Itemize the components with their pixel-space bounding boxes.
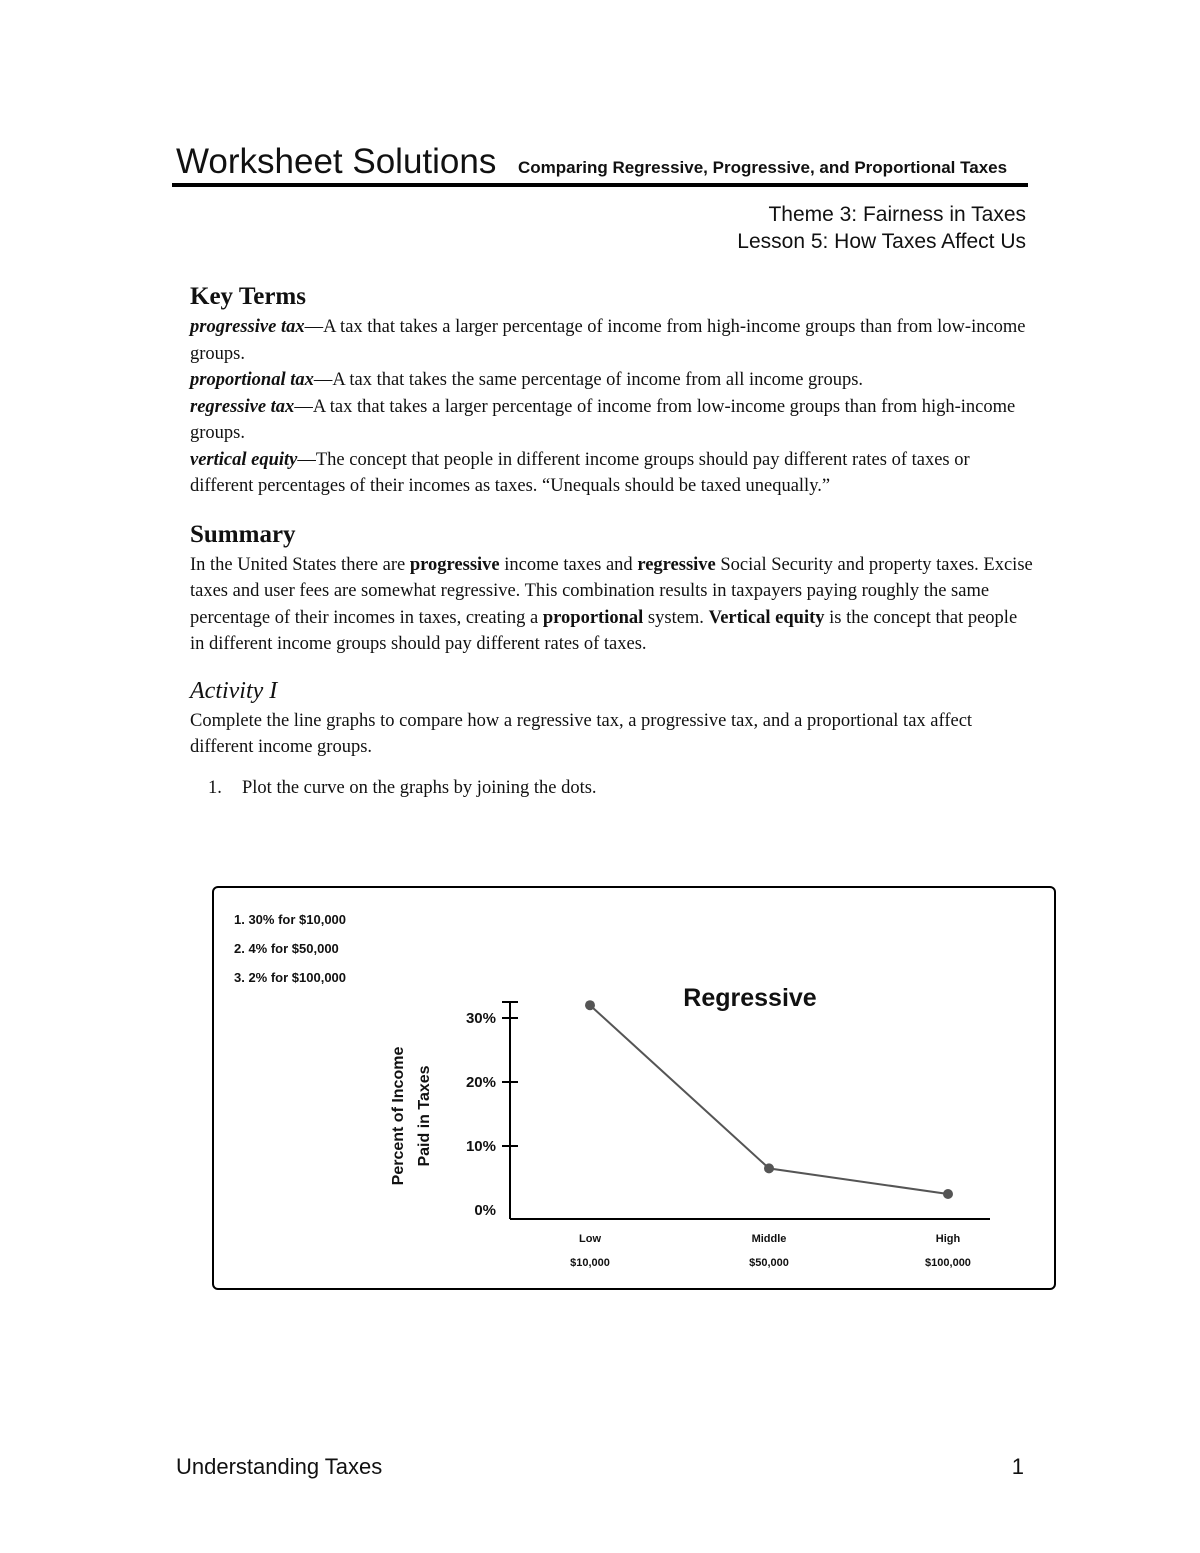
theme-block [737,201,1026,255]
summary-paragraph [190,552,1035,658]
summary-text: system. [643,607,709,628]
y-tick-label: 0% [474,1202,496,1219]
term-progressive [190,314,1035,367]
worksheet-subtitle: Comparing Regressive, Progressive, and Proportional Taxes [518,158,1008,177]
summary-emphasis: regressive [637,554,716,575]
activity-step [190,775,1035,802]
key-terms-heading: Key Terms [190,283,306,310]
y-axis-label: Percent of Income [390,1046,407,1186]
x-category-label: Middle [751,1233,787,1245]
summary-emphasis: Vertical equity [708,607,825,628]
regressive-chart [212,886,1056,1290]
term-word: vertical equity [190,449,298,470]
term-regressive [190,394,1035,447]
chart-note: 3. 2% for $100,000 [234,970,347,985]
x-category-amount: $50,000 [749,1257,789,1269]
step-number: 1. [208,777,222,798]
activity-intro: Complete the line graphs to compare how a regressive tax, a progressive tax, and a proportional tax affect different income groups. [190,710,973,757]
summary-heading: Summary [190,520,296,548]
summary-emphasis: progressive [409,554,500,575]
term-word: proportional tax [190,370,314,390]
step-text: Plot the curve on the graphs by joining the dots. [242,777,597,798]
y-tick-label: 30% [465,1010,496,1027]
worksheet-body [190,280,1035,801]
term-definition: —A tax that takes a larger percentage of income from low-income groups than from high-income groups. [190,396,1016,443]
x-category-label: Low [579,1233,601,1245]
summary-emphasis: proportional [542,607,644,628]
header-rule [172,183,1028,187]
worksheet-title: Worksheet Solutions [176,142,497,181]
term-definition: —A tax that takes a larger percentage of income from high-income groups than from low-income groups. [190,317,1026,364]
footer-book-title: Understanding Taxes [176,1454,383,1479]
chart-note: 2. 4% for $50,000 [234,941,339,956]
term-definition: —The concept that people in different income groups should pay different rates of taxes or different percentages of their incomes as taxes. “Unequals should be taxed unequally.” [190,449,970,496]
activity-heading: Activity I [190,677,278,704]
theme-label: Theme 3: Fairness in Taxes [768,203,1026,226]
data-point [764,1163,774,1173]
term-word: regressive tax [190,396,295,417]
summary-text: is the concept that people in different income groups should pay different rates of taxes. [190,607,1018,654]
term-proportional [190,367,1035,394]
data-point [585,1000,595,1010]
term-word: progressive tax [190,317,305,337]
page-number: 1 [1011,1454,1024,1479]
x-category-amount: $100,000 [925,1257,971,1269]
summary-text: In the United States there are [190,554,410,575]
y-tick-label: 20% [465,1074,496,1091]
data-point [943,1189,953,1199]
chart-title: Regressive [683,984,817,1012]
term-definition: —A tax that takes the same percentage of income from all income groups. [313,370,864,390]
lesson-label: Lesson 5: How Taxes Affect Us [737,230,1026,253]
y-axis-label: Paid in Taxes [416,1065,433,1167]
term-vertical-equity [190,447,1035,500]
summary-text: income taxes and [499,554,638,575]
y-tick-label: 10% [465,1138,496,1155]
x-category-amount: $10,000 [570,1257,610,1269]
x-category-label: High [935,1233,961,1245]
chart-note: 1. 30% for $10,000 [234,912,347,927]
summary-text: Social Security and property taxes. Excise taxes and user fees are somewhat regressive. This combination results in taxpayers paying roughly the same percentage of their incomes in taxes, creating a [190,554,1033,628]
